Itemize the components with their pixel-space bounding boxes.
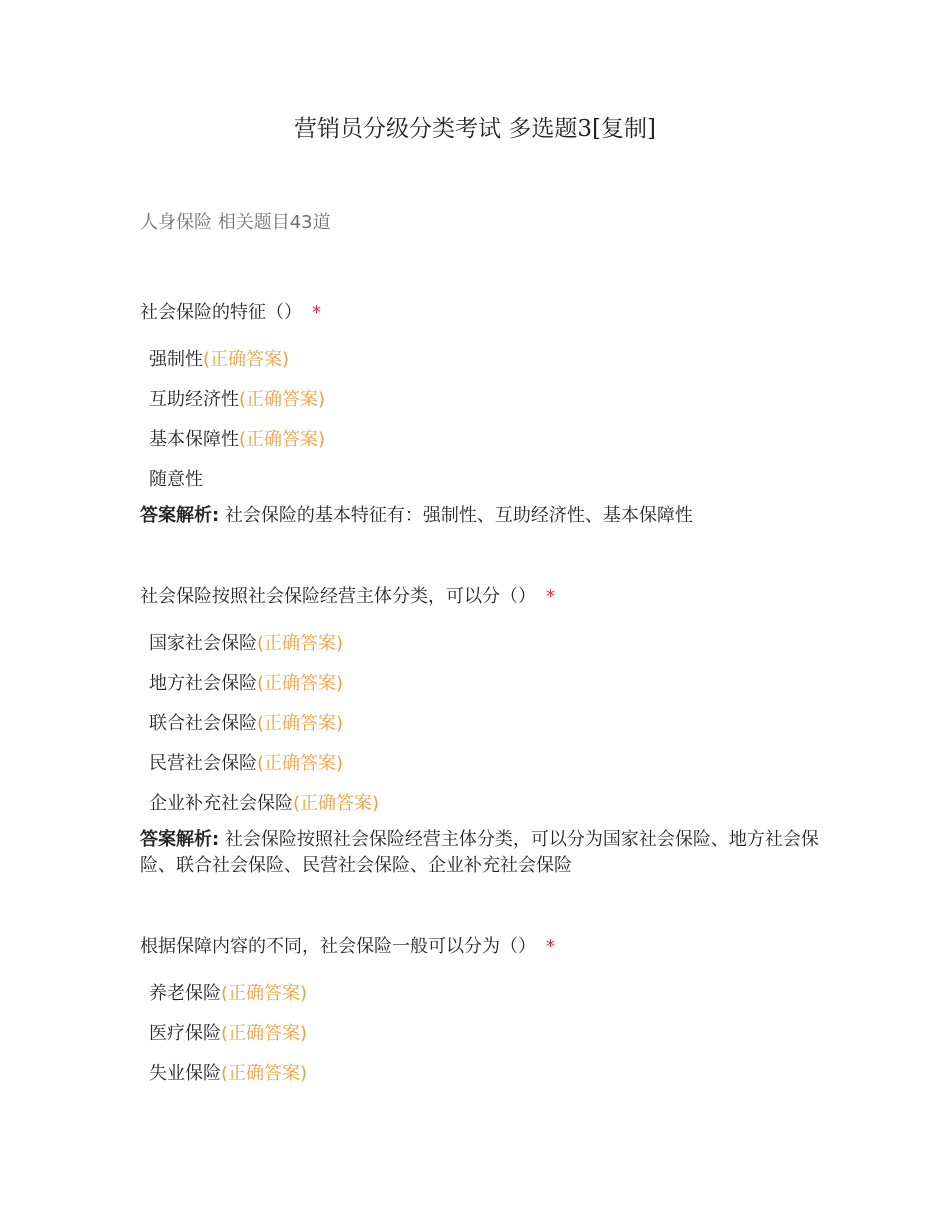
question-text: 根据保障内容的不同，社会保险一般可以分为（） [140,936,536,957]
question-3 [140,932,555,958]
option-item [149,465,203,491]
option-item [149,749,343,775]
page-title: 营销员分级分类考试 多选题3[复制] [294,116,656,142]
correct-answer-tag: (正确答案) [257,713,344,734]
correct-answer-tag: (正确答案) [257,753,344,774]
option-label: 地方社会保险 [149,673,257,694]
required-mark: * [546,586,555,607]
question-2 [140,582,555,608]
option-item [149,1019,307,1045]
required-mark: * [546,936,555,957]
explanation-text: 社会保险的基本特征有：强制性、互助经济性、基本保障性 [224,505,693,526]
explanation-label: 答案解析: [140,829,220,850]
correct-answer-tag: (正确答案) [239,389,326,410]
option-item [149,789,379,815]
correct-answer-tag: (正确答案) [221,983,308,1004]
correct-answer-tag: (正确答案) [203,349,290,370]
option-item [149,345,289,371]
correct-answer-tag: (正确答案) [257,633,344,654]
option-label: 民营社会保险 [149,753,257,774]
correct-answer-tag: (正确答案) [257,673,344,694]
explanation-text: 社会保险按照社会保险经营主体分类，可以分为国家社会保险、地方社会保险、联合社会保险、民营社会保险、企业补充社会保险 [140,829,819,876]
option-item [149,709,343,735]
correct-answer-tag: (正确答案) [293,793,380,814]
option-label: 企业补充社会保险 [149,793,293,814]
option-label: 基本保障性 [149,429,239,450]
option-item [149,979,307,1005]
correct-answer-tag: (正确答案) [221,1063,308,1084]
correct-answer-tag: (正确答案) [221,1023,308,1044]
option-label: 随意性 [149,469,203,490]
option-label: 互助经济性 [149,389,239,410]
page-subtitle: 人身保险 相关题目43道 [140,212,331,233]
correct-answer-tag: (正确答案) [239,429,326,450]
question-text: 社会保险按照社会保险经营主体分类，可以分（） [140,586,536,607]
explanation-label: 答案解析: [140,505,220,526]
option-item [149,1059,307,1085]
answer-explanation [140,503,820,529]
option-item [149,629,343,655]
option-label: 医疗保险 [149,1023,221,1044]
option-label: 养老保险 [149,983,221,1004]
option-item [149,669,343,695]
question-1 [140,298,321,324]
option-label: 失业保险 [149,1063,221,1084]
option-item [149,385,325,411]
option-label: 联合社会保险 [149,713,257,734]
question-text: 社会保险的特征（） [140,302,302,323]
option-label: 国家社会保险 [149,633,257,654]
answer-explanation [140,827,820,879]
option-label: 强制性 [149,349,203,370]
required-mark: * [312,302,321,323]
option-item [149,425,325,451]
